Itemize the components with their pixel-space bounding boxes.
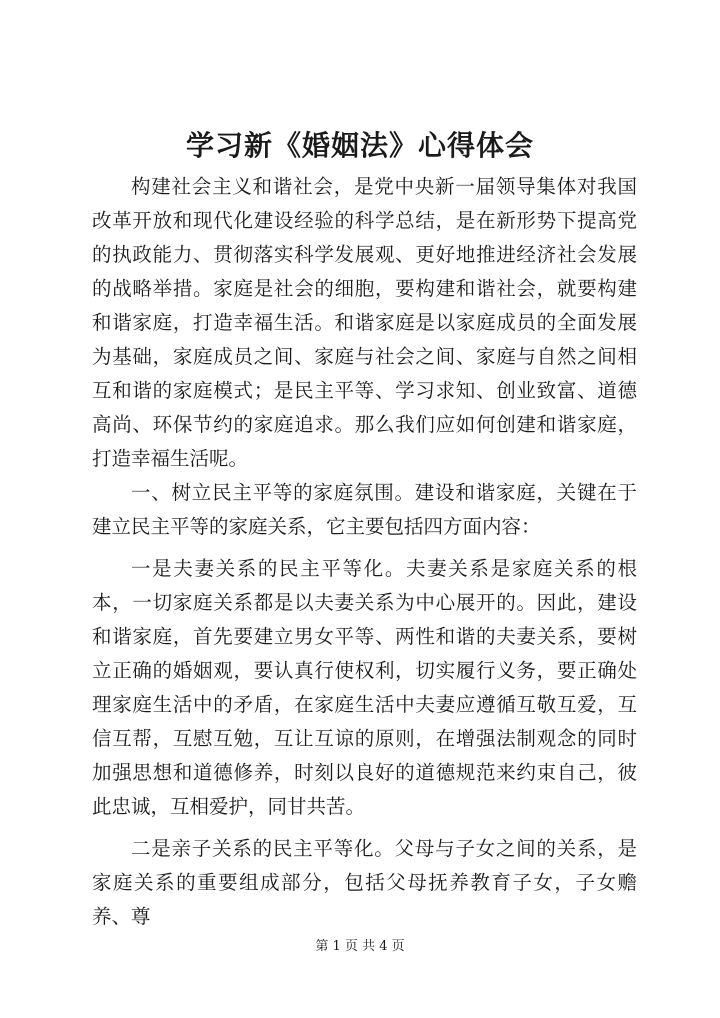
paragraph-parent-child-equality: 二是亲子关系的民主平等化。父母与子女之间的关系，是家庭关系的重要组成部分，包括父母抚养教育子女，子女赡养、尊 bbox=[92, 837, 637, 928]
page-footer: 第 1 页 共 4 页 bbox=[315, 939, 405, 954]
paragraph-intro: 构建社会主义和谐社会，是党中央新一届领导集体对我国改革开放和现代化建设经验的科学总结，是在新形势下提高党的执政能力、贯彻落实科学发展观、更好地推进经济社会发展的战略举措。家庭是社会的细胞，要构建和谐社会，就要构建和谐家庭，打造幸福生活。和谐家庭是以家庭成员的全面发展为基础，家庭成员之间、家庭与社会之间、家庭与自然之间相互和谐的家庭模式；是民主平等、学习求知、创业致富、道德高尚、环保节约的家庭追求。那么我们应如何创建和谐家庭，打造幸福生活呢。 bbox=[92, 175, 637, 470]
paragraph-section-one: 一、树立民主平等的家庭氛围。建设和谐家庭，关键在于建立民主平等的家庭关系，它主要包括四方面内容： bbox=[92, 481, 637, 538]
document-title: 学习新《婚姻法》心得体会 bbox=[185, 129, 534, 162]
paragraph-spouse-equality: 一是夫妻关系的民主平等化。夫妻关系是家庭关系的根本，一切家庭关系都是以夫妻关系为中心展开的。因此，建设和谐家庭，首先要建立男女平等、两性和谐的夫妻关系，要树立正确的婚姻观，要认真行使权利，切实履行义务，要正确处理家庭生活中的矛盾，在家庭生活中夫妻应遵循互敬互爱，互信互帮，互慰互勉，互让互谅的原则，在增强法制观念的同时加强思想和道德修养，时刻以良好的道德规范来约束自己，彼此忠诚，互相爱护，同甘共苦。 bbox=[92, 557, 637, 818]
document-body bbox=[92, 170, 637, 934]
